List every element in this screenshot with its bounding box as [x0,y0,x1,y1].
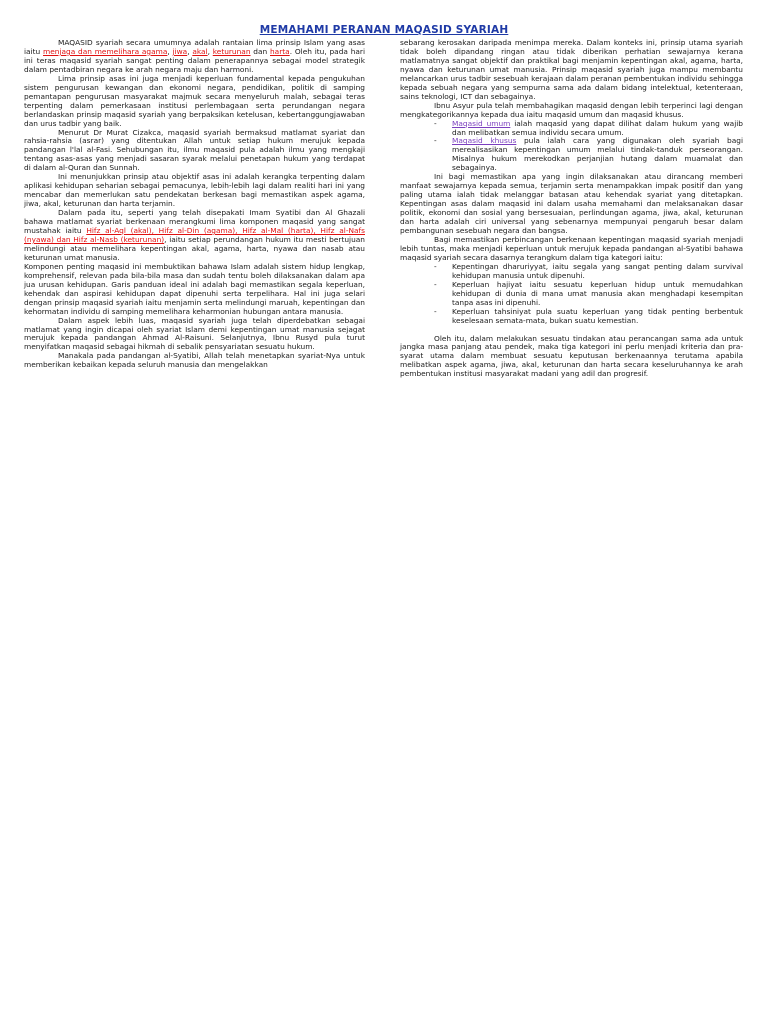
text: , [167,46,173,56]
link-maqasid-umum[interactable]: Maqasid umum [452,118,511,128]
paragraph-ibnu-asyur: Ibnu Asyur pula telah membahagikan maqasid dengan lebih terperinci lagi dengan mengkategorikannya kepada dua iaitu maqasid umum dan maqasid khusus. [400,100,743,119]
link-harta[interactable]: harta [270,46,290,56]
page-title: MEMAHAMI PERANAN MAQASID SYARIAH [259,24,509,36]
link-jiwa[interactable]: jiwa [172,46,188,56]
text: dan [250,46,270,56]
paragraph-komponen-penting: Komponen penting maqasid ini membuktikan bahawa Islam adalah sistem hidup lengkap, komprehensif, relevan pada bila-bila masa dan sudah tentu boleh dilaksanakan dalam apa jua urusan kehidupan. Garis panduan ideal ini adalah bagi memastikan segala keperluan, kehendak dan aspirasi kehidupan dapat dipenuhi serta terpelihara. Hal ini juga selari dengan prinsip maqasid syariah iaitu menjamin serta melindungi maruah, kepentingan dan kehormatan individu di samping memelihara keharmonian hubungan antara manusia. [24,261,365,316]
right-column [400,39,743,379]
text: Dalam pada itu, seperti yang telah disepakati Imam Syatibi dan Al Ghazali bahawa matlamat syariat berkenaan merangkumi lima komponen maqasid yang sangat mustahak iaitu [24,208,365,236]
list-item: - Keperluan tahsiniyat pula suatu keperluan yang tidak penting berbentuk keselesaan semata-mata, bukan suatu kemestian. [452,308,743,326]
text: , [187,46,193,56]
text: , iaitu setiap perundangan hukum itu mesti bertujuan melindungi atau memelihara kepentingan akal, agama, harta, nyawa dan nasab atau keturunan umat manusia. [24,234,365,262]
text: MAQASID syariah secara umumnya adalah rantaian lima prinsip Islam yang asas iaitu [24,38,365,56]
link-agama[interactable]: menjaga dan memelihara agama [43,46,168,56]
paragraph-lima-komponen [24,209,365,263]
paragraph-tiga-kategori: Bagi memastikan perbincangan berkenaan kepentingan maqasid syariah menjadi lebih tuntas, maka menjadi keperluan untuk merujuk kepada pandangan al-Syatibi bahawa maqasid syariah secara dasarnya terangkum dalam tiga kategori iaitu: [400,234,743,262]
paragraph-intro [24,39,365,75]
list-item: - Keperluan hajiyat iaitu sesuatu keperluan hidup untuk memudahkan kehidupan di dunia di mana umat manusia akan menghadapi kesempitan tanpa asas ini dipenuhi. [452,281,743,308]
list-item: - Kepentingan dharuriyyat, iaitu segala yang sangat penting dalam survival kehidupan manusia untuk dipenuhi. [452,263,743,281]
maqasid-types-list [400,120,743,174]
text: ialah maqasid yang dapat dilihat dalam hukum yang wajib dan melibatkan semua individu secara umum. [452,118,743,137]
paragraph-kerosakan: sebarang kerosakan daripada menimpa mereka. Dalam konteks ini, prinsip utama syariah tidak boleh dipandang ringan atau tidak diberikan perhatian sewajarnya kerana matlamatnya sangat objektif dan praktikal bagi menjamin kepentingan akal, agama, harta, nyawa dan keturunan umat manusia. Prinsip maqasid syariah juga mampu membantu melancarkan urus tadbir sesebuah kerajaan dalam peranan pembentukan individu sehingga kepada sebuah negara yang sempurna sama ada dalam bidang intelektual, ketenteraan, sains teknologi, ICT dan sebagainya. [400,38,743,101]
paragraph-aspek-luas: Dalam aspek lebih luas, maqasid syariah juga telah diperdebatkan sebagai matlamat yang ingin dicapai oleh syariat Islam demi kepentingan umat manusia sejagat merujuk kepada pandangan Ahmad Al-Raisuni. Selanjutnya, Ibnu Rusyd pula turut menyifatkan maqasid sebagai hikmah di sebalik pensyariatan sesuatu hukum. [24,315,365,352]
text: . Oleh itu, pada hari ini teras maqasid syariah sangat penting dalam penerapannya sebagai model strategik dalam pentadbiran negara ke arah negara maju dan harmoni. [24,46,366,74]
link-keturunan[interactable]: keturunan [212,46,251,56]
link-maqasid-khusus[interactable]: Maqasid khusus [452,136,517,146]
paragraph-kesimpulan: Oleh itu, dalam melakukan sesuatu tindakan atau perancangan sama ada untuk jangka masa panjang atau pendek, maka tiga kategori ini perlu menjadi kriteria dan pra-syarat utama dalam membuat sesuatu keputusan berkenaannya terutama apabila melibatkan aspek agama, jiwa, akal, keturunan dan harta secara keseluruhannya ke arah pembentukan institusi masyarakat madani yang adil dan progresif. [400,333,743,379]
text: , [207,46,213,56]
left-column [24,39,365,370]
link-hifz-components[interactable]: Hifz al-Aql (akal), Hifz al-Din (agama), Hifz al-Mal (harta), Hifz al-Nafs (nyawa) dan Hifz al-Nasb (keturunan) [24,226,365,244]
paragraph-murat-cizakca: Menurut Dr Murat Cizakca, maqasid syariah bermaksud matlamat syariat dan rahsia-rahsia (asrar) yang ditentukan Allah untuk setiap hukum merujuk kepada pandangan l'lal al-Fasi. Sehubungan itu, ilmu maqasid pula adalah ilmu yang mengkaji tentang asas-asas yang menjadi sasaran syarak melalui penetapan hukum yang terdapat di dalam al-Quran dan Sunnah. [24,127,365,173]
list-item [452,120,743,138]
text: pula ialah cara yang digunakan oleh syariah bagi merealisasikan kepentingan umum melalui tindak-tanduk perseorangan. Misalnya hukum merekodkan perjanjian hutang dalam muamalat dan sebagainya. [452,136,743,173]
paragraph-al-syatibi: Manakala pada pandangan al-Syatibi, Allah telah menetapkan syariat-Nya untuk memberikan kebaikan kepada seluruh manusia dan mengelakkan [24,351,365,370]
categories-list [400,263,743,326]
list-item [452,137,743,173]
link-akal[interactable]: akal [192,46,208,56]
paragraph-kerangka: Ini menunjukkan prinsip atau objektif asas ini adalah kerangka terpenting dalam aplikasi kehidupan seharian sebagai pemacunya, lebih-lebih lagi dalam realiti hari ini yang mencabar dan memerlukan satu pendekatan berkesan bagi memastikan aspek agama, jiwa, akal, keturunan dan harta terjamin. [24,172,365,209]
paragraph-manfaat: Ini bagi memastikan apa yang ingin dilaksanakan atau dirancang memberi manfaat sewajarnya kepada semua, terjamin serta menampakkan impak positif dan yang paling utama ialah tidak melanggar batasan atau kehendak syariat yang ditetapkan. Kepentingan asas dalam maqasid ini dalam usaha memahami dan melaksanakan dasar politik, ekonomi dan sosial yang bersesuaian, perlindungan agama, jiwa, akal, keturunan dan harta adalah ciri universal yang sebenarnya mempunyai pengaruh besar dalam pembangunan sesebuah negara dan bangsa. [400,172,743,236]
paragraph-lima-prinsip: Lima prinsip asas ini juga menjadi keperluan fundamental kepada pengukuhan sistem pengurusan kewangan dan ekonomi negara, pendidikan, politik di samping pemantapan pengurusan masyarakat majmuk secara menyeluruh malah, sebagai teras terpenting dalam pemerkasaan institusi perlembagaan serta perundangan negara berlandaskan prinsip maqasid syariah yang berpaksikan ketelusan, kebertanggungjawaban dan urus tadbir yang baik. [24,73,365,128]
